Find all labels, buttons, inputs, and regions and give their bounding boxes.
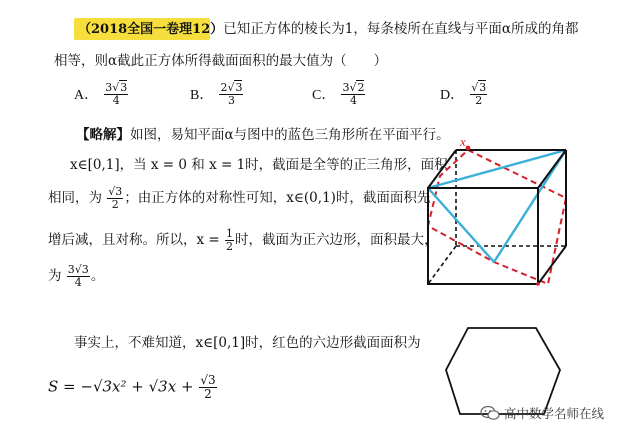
solution-fraction-5-den: 4 xyxy=(74,276,82,289)
option-a-fraction: $\frac{3√3}{4}$ xyxy=(105,81,128,107)
option-a[interactable] xyxy=(74,82,129,107)
option-b-label: B． xyxy=(190,88,214,103)
solution-text-2: x∈[0,1]，当 x = 0 和 x = 1时，截面是全等的正三角形，面积 xyxy=(70,157,448,173)
option-a-label: A． xyxy=(74,88,99,103)
question-line-1 xyxy=(78,20,579,39)
solution-fraction-3-num: √3 xyxy=(108,185,123,198)
option-c-rad: 2 xyxy=(357,81,365,94)
question-line-2 xyxy=(54,52,387,70)
option-c-fraction: $\frac{3√2}{4}$ xyxy=(342,81,365,107)
hidden-edge-depth xyxy=(428,246,456,284)
solution-line-2 xyxy=(70,156,448,174)
option-b-den: 3 xyxy=(227,94,235,107)
solution-fraction-3-den: 2 xyxy=(111,198,119,211)
vertex-marker xyxy=(466,146,471,151)
option-c[interactable] xyxy=(312,82,366,107)
solution-fraction-4 xyxy=(225,228,234,253)
option-c-coef: 3 xyxy=(342,81,350,94)
hexagon-figure xyxy=(440,318,570,418)
vertex-dot xyxy=(536,282,540,286)
option-d-label: D． xyxy=(440,88,465,103)
solution-line-1 xyxy=(76,126,450,144)
option-d-den: 2 xyxy=(475,94,483,107)
question-text-1: 已知正方体的棱长为1，每条棱所在直线与平面α所成的角都 xyxy=(223,21,579,37)
cube-figure xyxy=(416,132,588,292)
source-label: （2018全国一卷理12） xyxy=(78,22,224,37)
solution-text-5a: 为 xyxy=(48,268,62,284)
solution-line-3 xyxy=(48,186,430,211)
option-d[interactable] xyxy=(440,82,488,107)
option-a-rad: 3 xyxy=(120,81,128,94)
solution-text-4b: 时，截面为正六边形，面积最大， xyxy=(235,232,438,248)
solution-line-6 xyxy=(74,334,421,352)
solution-text-3b: ；由正方体的对称性可知，x∈(0,1)时，截面面积先 xyxy=(124,190,431,206)
option-c-den: 4 xyxy=(349,94,357,107)
solution-fraction-4-num: 1 xyxy=(226,227,234,240)
formula-lhs: S = −√3x² + √3x + xyxy=(48,377,194,396)
formula-fraction-num: √3 xyxy=(200,373,216,387)
option-d-fraction: $\frac{√3}{2}$ xyxy=(471,81,487,107)
option-a-coef: 3 xyxy=(105,81,113,94)
solution-text-5b: 。 xyxy=(90,268,105,284)
solution-text-1: 如图，易知平面α与图中的蓝色三角形所在平面平行。 xyxy=(130,127,450,143)
solution-fraction-4-den: 2 xyxy=(226,240,234,253)
solution-fraction-5-num: 3√3 xyxy=(67,263,89,276)
solution-fraction-3 xyxy=(107,186,123,211)
question-text-2: 相等，则α截此正方体所得截面面积的最大值为（ ） xyxy=(54,53,388,69)
solution-text-6: 事实上，不难知道，x∈[0,1]时，红色的六边形截面面积为 xyxy=(74,335,421,351)
wechat-icon xyxy=(480,405,500,421)
formula-fraction xyxy=(199,374,216,401)
watermark-text: 高中数学名师在线 xyxy=(504,406,605,421)
option-b-coef: 2 xyxy=(220,81,228,94)
solution-fraction-5 xyxy=(67,264,90,289)
solution-text-4a: 增后减，且对称。所以，x = xyxy=(48,232,220,248)
solution-head: 【略解】 xyxy=(76,127,130,143)
option-b-fraction: $\frac{2√3}{3}$ xyxy=(220,81,243,107)
option-d-rad: 3 xyxy=(479,81,487,94)
solution-line-5 xyxy=(48,264,104,289)
option-a-den: 4 xyxy=(112,94,120,107)
solution-line-4 xyxy=(48,228,438,253)
formula-fraction-den: 2 xyxy=(204,387,212,401)
solution-text-3a: 相同，为 xyxy=(48,190,102,206)
vertex-label-x: x xyxy=(460,134,466,149)
hexagon-outline xyxy=(446,328,560,414)
option-b[interactable] xyxy=(190,82,244,107)
watermark xyxy=(480,404,604,422)
area-formula xyxy=(48,374,218,401)
option-b-rad: 3 xyxy=(235,81,243,94)
option-c-label: C． xyxy=(312,88,336,103)
